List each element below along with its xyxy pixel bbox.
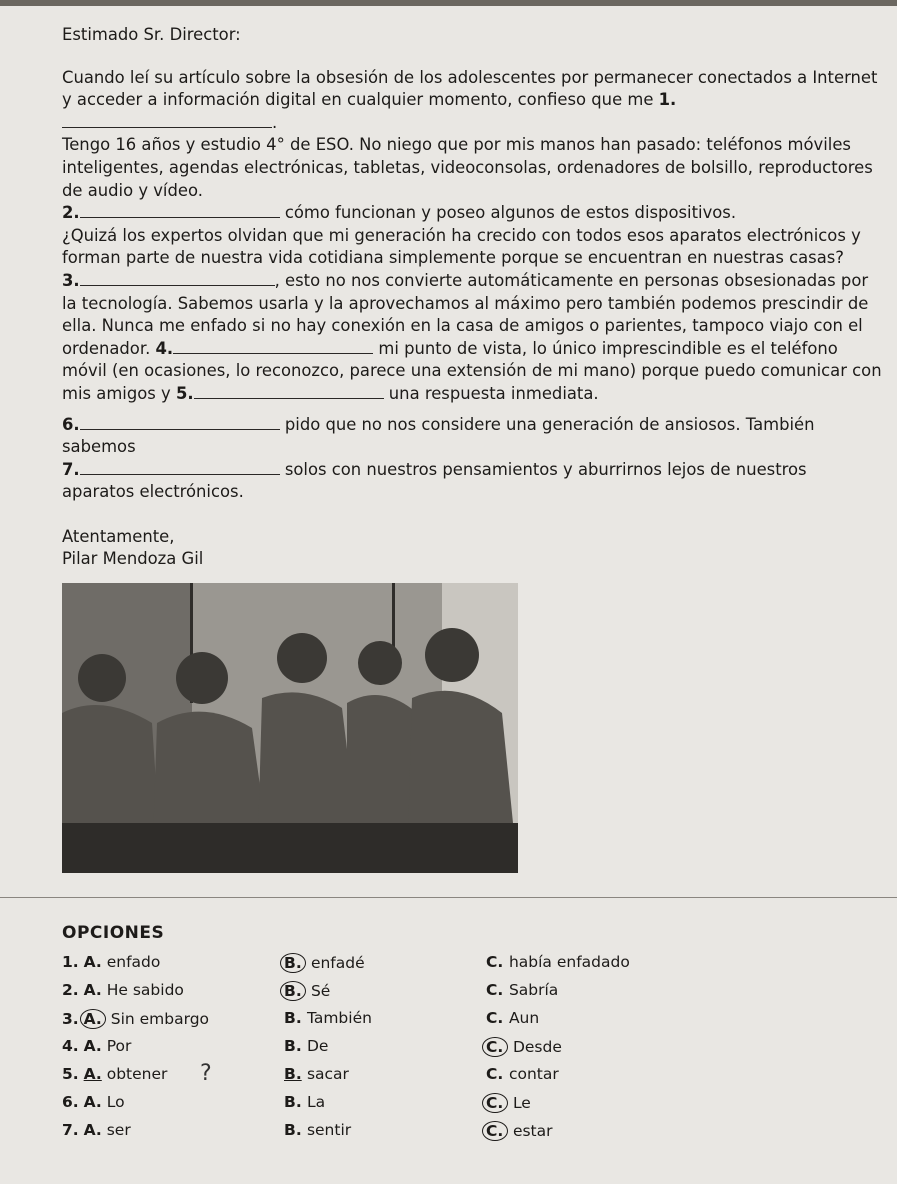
option-letter: B.: [284, 1009, 302, 1027]
option-a[interactable]: Sin embargo: [110, 1010, 210, 1028]
option-number: 5.: [62, 1065, 79, 1083]
blank-number-6: 6.: [62, 414, 80, 434]
paragraph-2: Tengo 16 años y estudio 4° de ESO. No niego que por mis manos han pasado: teléfonos móviles inteligentes, agendas electrónicas, tabletas, videoconsolas, ordenadores de bolsillo, reproductores de audio y vídeo.: [62, 135, 873, 200]
blank-7[interactable]: [80, 460, 280, 475]
option-number: 1.: [62, 953, 79, 971]
question-mark-note: ?: [200, 1061, 212, 1086]
option-letter: B.: [284, 1037, 302, 1055]
option-row-3: [62, 1009, 822, 1037]
option-letter: C.: [486, 981, 504, 999]
option-letter: A.: [83, 1121, 102, 1139]
teens-photo: [62, 583, 518, 873]
option-letter-circled: B.: [280, 981, 306, 1001]
section-divider: [0, 897, 897, 898]
option-letter: C.: [486, 1065, 504, 1083]
option-b[interactable]: También: [306, 1009, 372, 1027]
options-table: [62, 953, 822, 1149]
option-c[interactable]: Desde: [512, 1038, 562, 1056]
option-a[interactable]: Por: [106, 1037, 132, 1055]
letter-closing: Atentamente,: [62, 526, 175, 546]
blank-number-1: 1.: [658, 90, 677, 110]
option-b[interactable]: sentir: [306, 1121, 352, 1139]
option-letter: C.: [486, 1009, 504, 1027]
option-row-5: [62, 1061, 822, 1093]
option-letter-underlined: B.: [284, 1065, 302, 1083]
option-row-4: [62, 1037, 822, 1065]
option-letter-circled: B.: [280, 953, 306, 973]
option-letter-circled: C.: [482, 1121, 508, 1141]
option-letter: C.: [486, 953, 504, 971]
option-letter: A.: [83, 1037, 102, 1055]
blank-number-2: 2.: [62, 203, 80, 223]
option-row-2: [62, 981, 822, 1009]
blank-5[interactable]: [194, 384, 384, 399]
option-letter-circled: A.: [80, 1009, 106, 1029]
paragraph-1: Cuando leí su artículo sobre la obsesión de los adolescentes por permanecer conectados a Internet y acceder a información digital en cualquier momento, confieso que me 1..: [62, 67, 878, 132]
option-number: 3.: [62, 1010, 79, 1028]
option-number: 6.: [62, 1093, 79, 1111]
option-a[interactable]: obtener: [106, 1065, 168, 1083]
paragraph-7: 7. solos con nuestros pensamientos y aburrirnos lejos de nuestros aparatos electrónicos.: [62, 459, 807, 502]
option-b[interactable]: Sé: [310, 982, 331, 1000]
option-row-6: [62, 1093, 822, 1121]
letter-body: [62, 24, 882, 571]
option-letter-circled: C.: [482, 1093, 508, 1113]
option-c[interactable]: Sabría: [508, 981, 559, 999]
option-a[interactable]: Lo: [106, 1093, 125, 1111]
blank-4[interactable]: [173, 339, 373, 354]
blank-number-4: 4.: [155, 338, 174, 358]
option-a[interactable]: He sabido: [106, 981, 184, 999]
option-row-1: [62, 953, 822, 981]
paragraph-5: 3. , esto no nos convierte automáticamente en personas obsesionadas por la tecnología. Sabemos usarla y la aprovechamos al máximo pero también podemos prescindir de ella. Nunca me enfado si no hay conexión en la casa de amigos o parientes, tampoco viajo con el ordenador. 4. mi punto de vista, lo único imprescindible es el teléfono móvil (en ocasiones, lo reconozco, parece una extensión de mi mano) porque puedo comunicar con mis amigos y 5. una respuesta inmediata.: [62, 270, 882, 403]
option-letter-circled: C.: [482, 1037, 508, 1057]
option-number: 2.: [62, 981, 79, 999]
option-b[interactable]: enfadé: [310, 954, 365, 972]
letter-signature: Pilar Mendoza Gil: [62, 549, 204, 569]
option-number: 4.: [62, 1037, 79, 1055]
paragraph-6: 6. pido que no nos considere una generación de ansiosos. También sabemos: [62, 414, 815, 457]
options-title: OPCIONES: [62, 923, 165, 943]
option-a[interactable]: enfado: [106, 953, 161, 971]
option-letter: A.: [83, 981, 102, 999]
option-c[interactable]: Aun: [508, 1009, 540, 1027]
option-c[interactable]: estar: [512, 1122, 553, 1140]
blank-number-3: 3.: [62, 270, 80, 290]
blank-number-7: 7.: [62, 459, 80, 479]
option-b[interactable]: sacar: [306, 1065, 349, 1083]
paragraph-3: 2. cómo funcionan y poseo algunos de estos dispositivos.: [62, 203, 737, 223]
option-c[interactable]: contar: [508, 1065, 559, 1083]
option-number: 7.: [62, 1121, 79, 1139]
option-c[interactable]: Le: [512, 1094, 531, 1112]
blank-1[interactable]: [62, 113, 272, 128]
blank-3[interactable]: [80, 271, 275, 286]
teens-photo-illustration: [62, 583, 518, 873]
letter-greeting: Estimado Sr. Director:: [62, 25, 241, 44]
option-row-7: [62, 1121, 822, 1149]
option-letter: B.: [284, 1121, 302, 1139]
option-a[interactable]: ser: [106, 1121, 131, 1139]
page-top-edge: [0, 0, 897, 6]
option-letter-underlined: A.: [83, 1065, 102, 1083]
option-b[interactable]: La: [306, 1093, 326, 1111]
option-b[interactable]: De: [306, 1037, 329, 1055]
option-c[interactable]: había enfadado: [508, 953, 630, 971]
option-letter: A.: [83, 953, 102, 971]
option-letter: B.: [284, 1093, 302, 1111]
option-letter: A.: [83, 1093, 102, 1111]
paragraph-4: ¿Quizá los expertos olvidan que mi generación ha crecido con todos esos aparatos electrónicos y forman parte de nuestra vida cotidiana simplemente porque se encuentran en nuestras casas?: [62, 225, 861, 268]
blank-6[interactable]: [80, 415, 280, 430]
blank-number-5: 5.: [175, 383, 194, 403]
blank-2[interactable]: [80, 203, 280, 218]
